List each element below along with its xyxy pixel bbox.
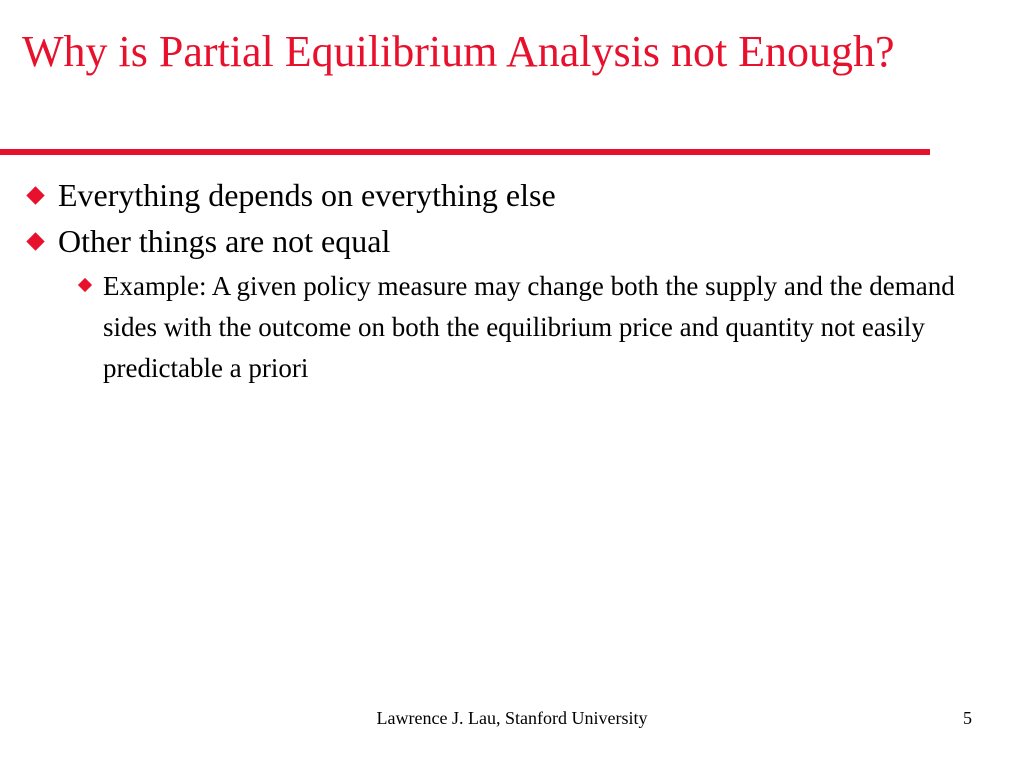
bullet-text: Other things are not equal: [58, 223, 391, 259]
slide-title: Why is Partial Equilibrium Analysis not Enough?: [22, 27, 895, 76]
diamond-bullet-icon: [26, 186, 44, 204]
slide-footer: Lawrence J. Lau, Stanford University: [376, 708, 648, 728]
bullet-text: Everything depends on everything else: [58, 177, 556, 213]
diamond-bullet-icon: [78, 278, 92, 292]
sub-bullet-text: Example: A given policy measure may change both the supply and the demand sides with the outcome on both the equilibrium price and quantity not easily predictable a priori: [103, 271, 955, 383]
sub-bullet-item: [0, 266, 1024, 389]
diamond-bullet-icon: [26, 232, 44, 250]
bullet-list: [0, 172, 1024, 389]
bullet-item: [0, 172, 1024, 218]
page-number: 5: [963, 708, 972, 728]
bullet-item: [0, 218, 1024, 264]
title-divider: [0, 149, 930, 155]
